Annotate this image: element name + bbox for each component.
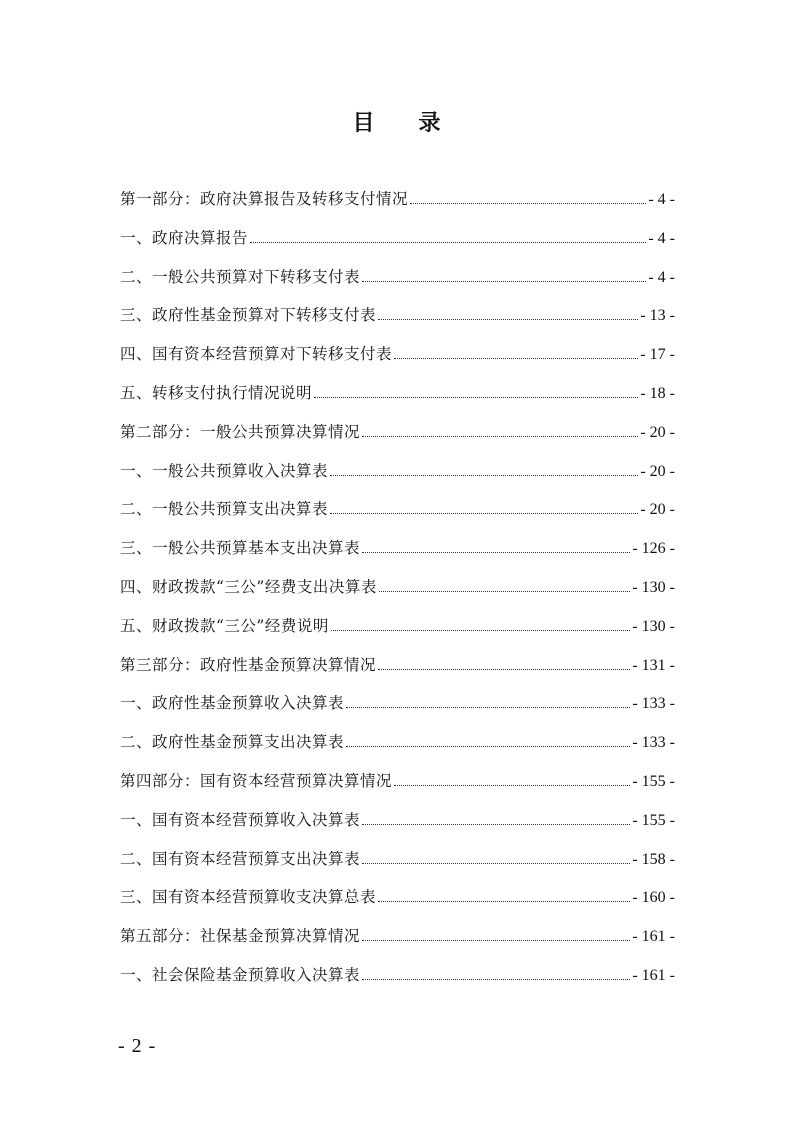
toc-entry[interactable]: [120, 300, 675, 339]
toc-entry-page: - 158 -: [632, 850, 675, 868]
toc-entry-label: 一、政府决算报告: [120, 228, 249, 247]
toc-entry-label: 第二部分：一般公共预算决算情况: [120, 422, 361, 441]
toc-entry-page: - 20 -: [640, 501, 675, 519]
toc-entry[interactable]: [120, 339, 675, 378]
toc-entry[interactable]: [120, 882, 675, 921]
toc-entry-page: - 13 -: [640, 307, 675, 325]
toc-entry-page: - 131 -: [632, 656, 675, 674]
toc-entry-label: 一、一般公共预算收入决算表: [120, 461, 329, 480]
toc-entry[interactable]: [120, 223, 675, 262]
toc-entry[interactable]: [120, 417, 675, 456]
toc-dot-leader: [362, 940, 630, 941]
toc-dot-leader: [378, 319, 638, 320]
toc-entry[interactable]: [120, 494, 675, 533]
toc-entry[interactable]: [120, 921, 675, 960]
toc-entry-label: 第一部分：政府决算报告及转移支付情况: [120, 190, 409, 208]
toc-dot-leader: [410, 203, 646, 204]
toc-dot-leader: [346, 707, 630, 708]
toc-dot-leader: [378, 669, 630, 670]
toc-entry[interactable]: [120, 456, 675, 495]
toc-dot-leader: [331, 630, 630, 631]
toc-entry-label: 三、一般公共预算基本支出决算表: [120, 539, 361, 558]
toc-entry-label: 四、财政拨款“三公”经费支出决算表: [120, 577, 377, 596]
toc-entry-label: 一、国有资本经营预算收入决算表: [120, 810, 361, 829]
page-title: 目录: [352, 111, 485, 136]
toc-entry-label: 二、一般公共预算对下转移支付表: [120, 267, 361, 286]
toc-entry-label: 第三部分：政府性基金预算决算情况: [120, 655, 377, 674]
toc-entry-page: - 160 -: [632, 889, 675, 907]
toc-entry[interactable]: [120, 572, 675, 611]
toc-entry[interactable]: [120, 378, 675, 417]
toc-entry[interactable]: [120, 727, 675, 766]
toc-dot-leader: [330, 475, 638, 476]
toc-entry-label: 一、政府性基金预算收入决算表: [120, 694, 345, 713]
toc-entry-page: - 130 -: [632, 578, 675, 596]
toc-dot-leader: [362, 863, 630, 864]
toc-entry-label: 三、国有资本经营预算收支决算总表: [120, 888, 377, 907]
toc-entry-page: - 18 -: [640, 384, 675, 402]
toc-entry-page: - 20 -: [640, 423, 675, 441]
page-number: - 2 -: [118, 1035, 157, 1057]
toc-dot-leader: [379, 591, 630, 592]
toc-entry-page: - 155 -: [632, 811, 675, 829]
toc-dot-leader: [394, 358, 638, 359]
toc-entry[interactable]: [120, 844, 675, 883]
toc-entry-page: - 155 -: [632, 772, 675, 790]
toc-dot-leader: [362, 824, 630, 825]
toc-dot-leader: [250, 242, 646, 243]
toc-dot-leader: [362, 979, 630, 980]
toc-entry-label: 三、政府性基金预算对下转移支付表: [120, 306, 377, 325]
toc-entry[interactable]: [120, 533, 675, 572]
toc-entry-page: - 130 -: [632, 617, 675, 635]
toc-entry-label: 第四部分：国有资本经营预算决算情况: [120, 771, 393, 790]
toc-dot-leader: [362, 281, 646, 282]
toc-entry-page: - 20 -: [640, 462, 675, 480]
toc-entry[interactable]: [120, 766, 675, 805]
toc-entry-label: 五、财政拨款“三公”经费说明: [120, 616, 329, 635]
toc-dot-leader: [394, 785, 630, 786]
toc-entry-page: - 161 -: [632, 928, 675, 946]
toc-dot-leader: [314, 397, 638, 398]
toc-entry-page: - 17 -: [640, 346, 675, 364]
toc-entry-label: 第五部分：社保基金预算决算情况: [120, 927, 361, 946]
toc-dot-leader: [330, 513, 638, 514]
toc-entry[interactable]: [120, 650, 675, 689]
toc-entry[interactable]: [120, 262, 675, 301]
toc-entry-page: - 126 -: [632, 540, 675, 558]
toc-entry-page: - 4 -: [648, 191, 675, 208]
toc-entry-label: 二、国有资本经营预算支出决算表: [120, 849, 361, 868]
toc-entry-label: 一、社会保险基金预算收入决算表: [120, 965, 361, 984]
toc-entry-label: 二、一般公共预算支出决算表: [120, 500, 329, 519]
toc-entry-label: 五、转移支付执行情况说明: [120, 383, 313, 402]
table-of-contents: [120, 184, 675, 999]
toc-dot-leader: [362, 552, 630, 553]
toc-entry-page: - 133 -: [632, 734, 675, 752]
toc-dot-leader: [346, 746, 630, 747]
toc-entry[interactable]: [120, 611, 675, 650]
toc-entry-label: 四、国有资本经营预算对下转移支付表: [120, 345, 393, 364]
toc-entry-label: 二、政府性基金预算支出决算表: [120, 733, 345, 752]
toc-entry[interactable]: [120, 960, 675, 999]
toc-entry[interactable]: [120, 805, 675, 844]
toc-entry[interactable]: [120, 184, 675, 223]
toc-entry-page: - 4 -: [648, 268, 675, 286]
toc-entry[interactable]: [120, 688, 675, 727]
toc-dot-leader: [378, 901, 630, 902]
toc-entry-page: - 133 -: [632, 695, 675, 713]
toc-entry-page: - 161 -: [632, 966, 675, 984]
toc-entry-page: - 4 -: [648, 229, 675, 247]
toc-dot-leader: [362, 436, 638, 437]
